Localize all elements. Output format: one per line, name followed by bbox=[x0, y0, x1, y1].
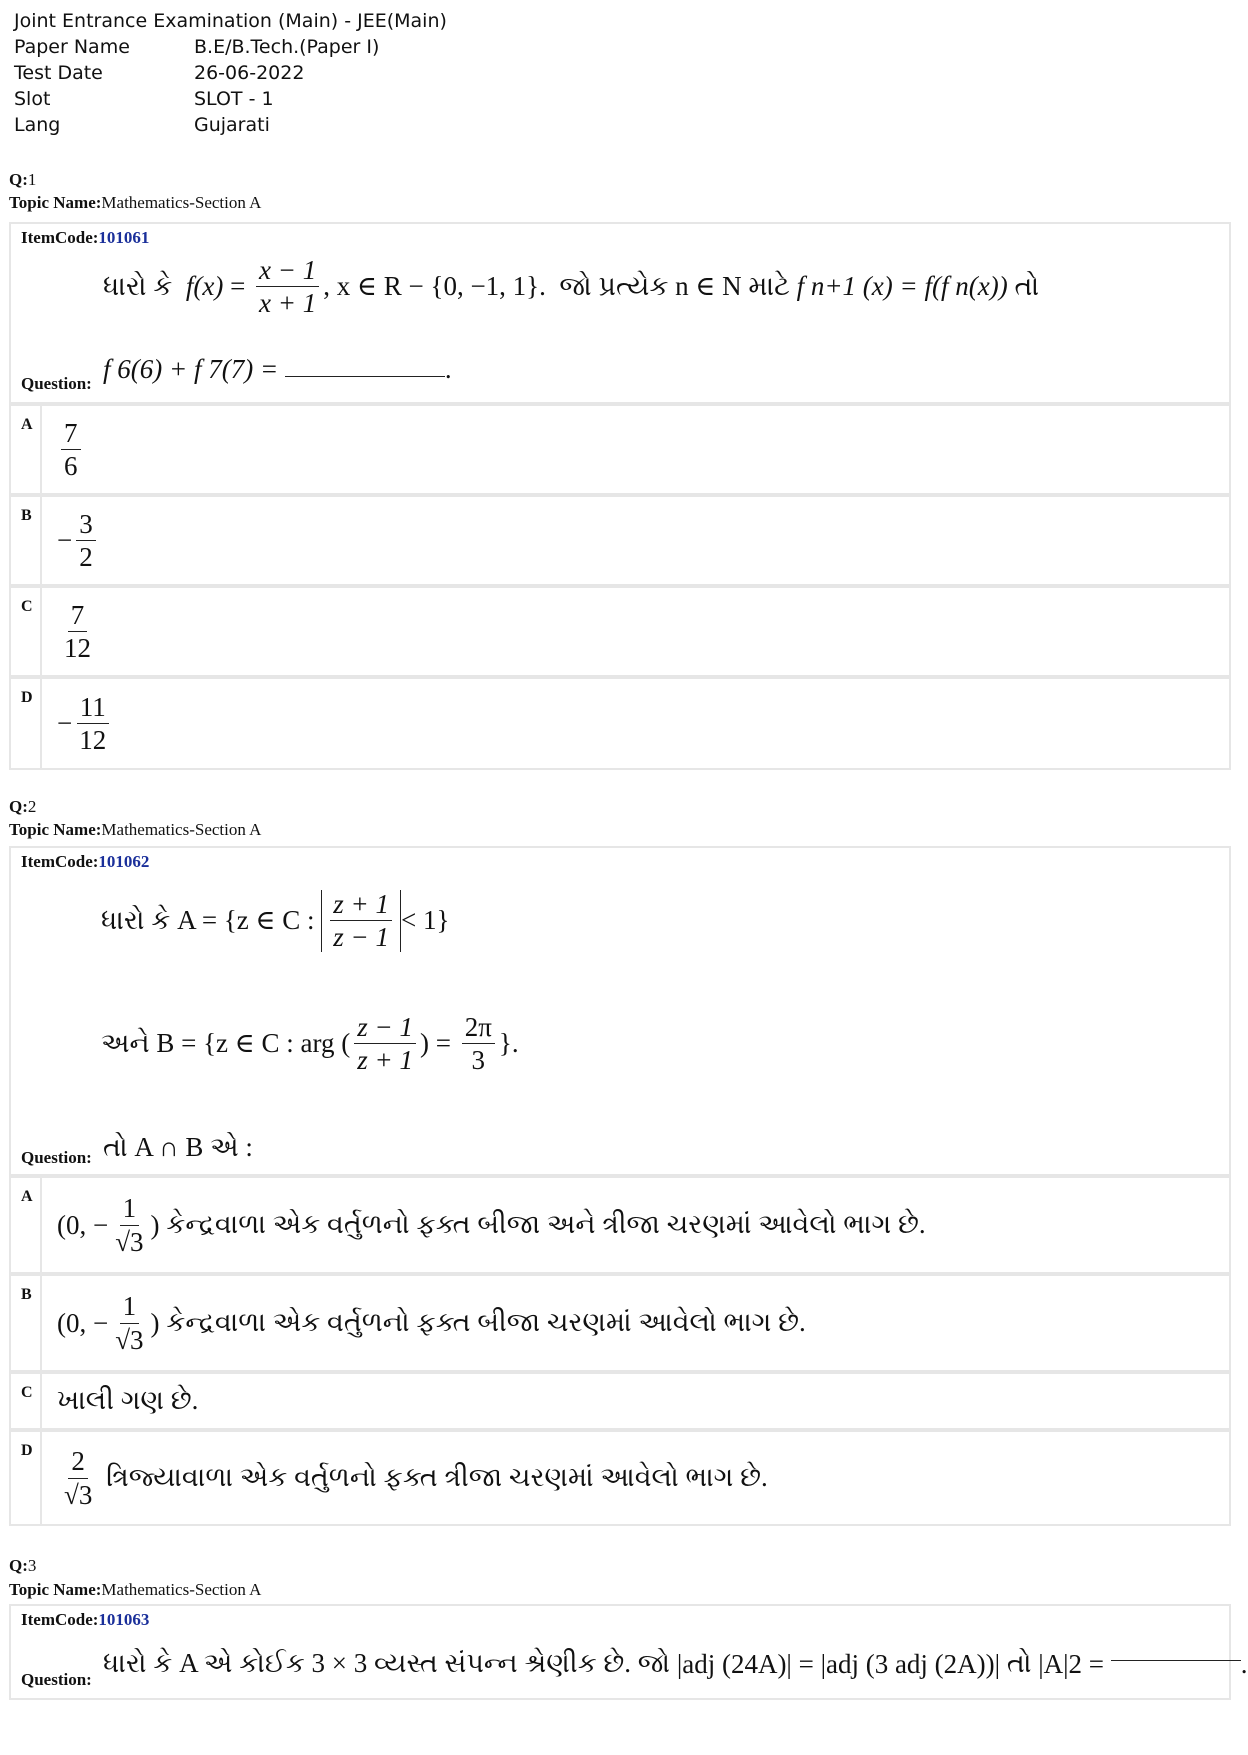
option-a[interactable]: A $\frac{7}{6}$ bbox=[9, 404, 1231, 495]
topic-name: Topic Name:Mathematics-Section A bbox=[9, 820, 262, 839]
meta-row-date: Test Date 26-06-2022 bbox=[14, 62, 305, 84]
exam-title: Joint Entrance Examination (Main) - JEE(Main) bbox=[14, 10, 447, 32]
item-code: ItemCode:101063 bbox=[21, 1610, 150, 1629]
question-number: Q:3 bbox=[9, 1556, 37, 1575]
question-stem: ધારો કે f(x) = $\frac{x - 1}{x + 1}$ , x ∈ R − {0, −1, 1}. જો પ્રત્યેક n ∈ N માટે f n+1 (x) = f(f n(x)) તો bbox=[103, 255, 1040, 319]
option-d[interactable]: D − $\frac{11}{12}$ bbox=[9, 677, 1231, 770]
question-label: Question: bbox=[21, 1148, 92, 1167]
question-box bbox=[9, 1604, 1248, 1700]
meta-row-paper: Paper Name B.E/B.Tech.(Paper I) bbox=[14, 36, 380, 58]
answer-blank bbox=[1111, 1660, 1241, 1661]
item-code: ItemCode:101061 bbox=[21, 228, 150, 247]
question-number: Q:1 bbox=[9, 170, 37, 189]
item-code: ItemCode:101062 bbox=[21, 852, 150, 871]
question-expression: f 6(6) + f 7(7) = . bbox=[103, 354, 452, 384]
option-c[interactable]: C ખાલી ગણ છે. bbox=[9, 1372, 1231, 1430]
meta-row-lang: Lang Gujarati bbox=[14, 114, 270, 136]
meta-row-slot: Slot SLOT - 1 bbox=[14, 88, 274, 110]
question-label: Question: bbox=[21, 374, 92, 393]
question-number: Q:2 bbox=[9, 797, 37, 816]
option-a[interactable]: A (0, − $\frac{1}{√3}$ ) કેન્દ્રવાળા એક વર્તુળનો ફક્ત બીજા અને ત્રીજા ચરણમાં આવેલો ભાગ છે. bbox=[9, 1176, 1231, 1274]
set-b-definition: અને B = {z ∈ C : arg ( $\frac{z - 1}{z + 1}$ ) = $\frac{2\pi}{3}$ }. bbox=[101, 1012, 519, 1076]
fraction: $\frac{x - 1}{x + 1}$ bbox=[256, 256, 319, 318]
question-box bbox=[9, 222, 1231, 404]
set-a-definition: ધારો કે A = {z ∈ C : $\frac{z + 1}{z - 1}$ < 1} bbox=[101, 889, 450, 953]
topic-name: Topic Name:Mathematics-Section A bbox=[9, 193, 262, 212]
option-b[interactable]: B (0, − $\frac{1}{√3}$ ) કેન્દ્રવાળા એક વર્તુળનો ફક્ત બીજા ચરણમાં આવેલો ભાગ છે. bbox=[9, 1274, 1231, 1372]
option-b[interactable]: B − $\frac{3}{2}$ bbox=[9, 495, 1231, 586]
question-expression: તો A ∩ B એ : bbox=[103, 1132, 253, 1162]
question-box bbox=[9, 846, 1231, 1176]
answer-blank bbox=[285, 376, 445, 377]
topic-name: Topic Name:Mathematics-Section A bbox=[9, 1580, 262, 1599]
question-label: Question: bbox=[21, 1670, 92, 1689]
option-d[interactable]: D $\frac{2}{√3}$ ત્રિજ્યાવાળા એક વર્તુળનો ફક્ત ત્રીજા ચરણમાં આવેલો ભાગ છે. bbox=[9, 1430, 1231, 1526]
question-stem: ધારો કે A એ કોઈક 3 × 3 વ્યસ્ત સંપન્ન શ્રેણીક છે. જો |adj (24A)| = |adj (3 adj (2A))| તો |A|2 = . bbox=[103, 1648, 1248, 1679]
exam-header bbox=[14, 8, 447, 138]
option-c[interactable]: C $\frac{7}{12}$ bbox=[9, 586, 1231, 677]
